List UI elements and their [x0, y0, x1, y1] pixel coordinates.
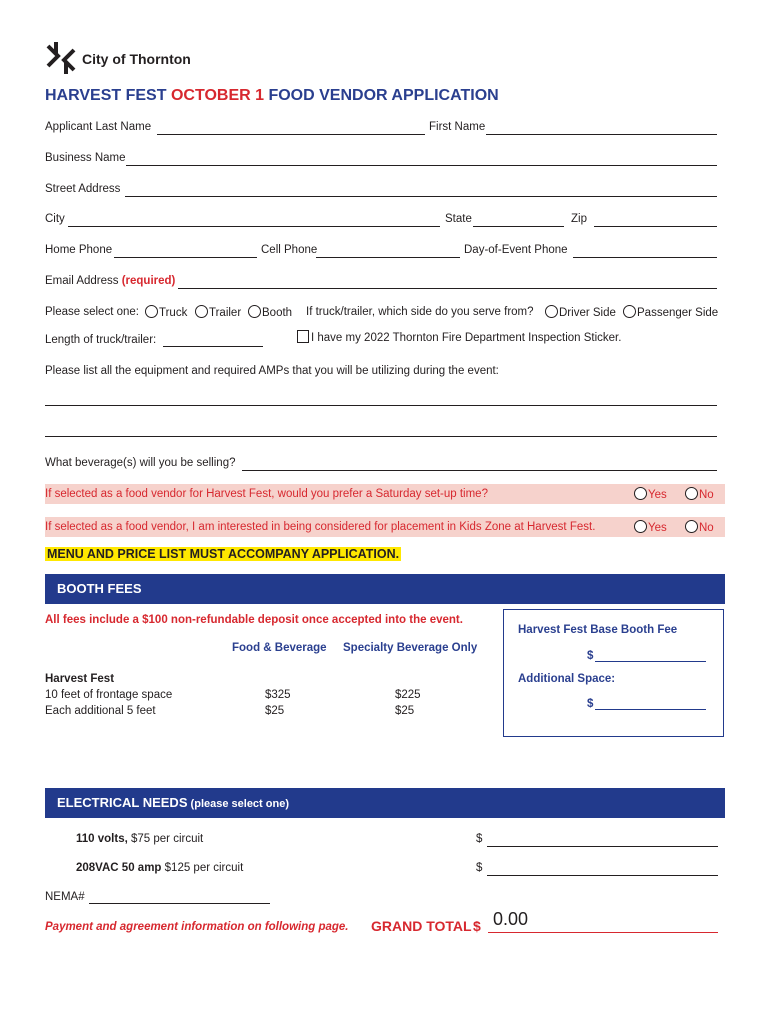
- passenger-side-option[interactable]: [623, 305, 718, 319]
- beverage-label: What beverage(s) will you be selling?: [45, 457, 236, 469]
- additional-fee-dollar: $: [587, 698, 594, 710]
- passenger-side-label: Passenger Side: [637, 307, 719, 319]
- state-field[interactable]: [473, 226, 564, 227]
- cell-phone-field[interactable]: [316, 257, 460, 258]
- booth-fees-band: [45, 574, 725, 604]
- menu-notice: MENU AND PRICE LIST MUST ACCOMPANY APPLICATION.: [47, 547, 400, 561]
- email-required: (required): [121, 275, 176, 287]
- electrical-heading-note: (please select one): [187, 798, 289, 810]
- equipment-prompt: Please list all the equipment and required AMPs that you will be utilizing during the event:: [45, 365, 499, 377]
- booth-option[interactable]: [248, 305, 292, 319]
- first-name-field[interactable]: [486, 134, 717, 135]
- booth-fees-heading: BOOTH FEES: [57, 581, 142, 596]
- sticker-label: I have my 2022 Thornton Fire Department Inspection Sticker.: [311, 332, 622, 344]
- saturday-yes-option[interactable]: [634, 487, 667, 501]
- kids-no-radio[interactable]: [685, 520, 698, 533]
- kids-no-label: No: [699, 522, 714, 534]
- grand-total-label: GRAND TOTAL: [371, 918, 472, 934]
- trailer-radio[interactable]: [195, 305, 208, 318]
- opt-110v-bold: 110 volts,: [76, 833, 128, 845]
- business-name-label: Business Name: [45, 152, 126, 164]
- col-specialty-header: Specialty Beverage Only: [343, 642, 478, 654]
- saturday-yes-label: Yes: [648, 489, 667, 501]
- row1-label: 10 feet of frontage space: [45, 689, 173, 701]
- additional-fee-field[interactable]: [595, 709, 706, 710]
- saturday-no-option[interactable]: [685, 487, 714, 501]
- city-field[interactable]: [68, 226, 440, 227]
- saturday-no-label: No: [699, 489, 714, 501]
- electrical-band: [45, 788, 725, 818]
- driver-side-label: Driver Side: [559, 307, 616, 319]
- equipment-field-1[interactable]: [45, 405, 717, 406]
- street-address-label: Street Address: [45, 183, 121, 195]
- email-field[interactable]: [178, 288, 717, 289]
- row1-specialty: $225: [395, 689, 421, 701]
- page-title: [45, 87, 499, 105]
- title-part1: HARVEST FEST: [45, 87, 171, 104]
- grand-total-field[interactable]: [488, 932, 718, 933]
- sticker-option[interactable]: [297, 330, 621, 344]
- booth-label: Booth: [262, 307, 293, 319]
- nema-label: NEMA#: [45, 891, 85, 903]
- opt-208v: [76, 862, 243, 874]
- row2-label: Each additional 5 feet: [45, 705, 156, 717]
- day-phone-field[interactable]: [573, 257, 717, 258]
- electrical-heading: ELECTRICAL NEEDS: [57, 795, 188, 810]
- last-name-label: Applicant Last Name: [45, 121, 152, 133]
- last-name-field[interactable]: [157, 134, 425, 135]
- passenger-side-radio[interactable]: [623, 305, 636, 318]
- opt-208v-field[interactable]: [487, 875, 718, 876]
- zip-label: Zip: [571, 213, 587, 225]
- title-date: OCTOBER 1: [170, 87, 265, 104]
- opt-110v-field[interactable]: [487, 846, 718, 847]
- base-fee-label: Harvest Fest Base Booth Fee: [518, 624, 678, 636]
- driver-side-option[interactable]: [545, 305, 616, 319]
- base-fee-dollar: $: [587, 650, 594, 662]
- sticker-checkbox[interactable]: [297, 330, 309, 343]
- col-food-header: Food & Beverage: [232, 642, 327, 654]
- opt-208v-dollar: $: [476, 862, 483, 874]
- home-phone-label: Home Phone: [45, 244, 113, 256]
- opt-208v-bold: 208VAC 50 amp: [76, 862, 162, 874]
- kids-yes-option[interactable]: [634, 520, 667, 534]
- saturday-yes-radio[interactable]: [634, 487, 647, 500]
- opt-110v: [76, 833, 203, 845]
- truck-label: Truck: [159, 307, 188, 319]
- saturday-setup-question: If selected as a food vendor for Harvest Fest, would you prefer a Saturday set-up time?: [45, 488, 488, 500]
- row1-food: $325: [265, 689, 291, 701]
- side-prompt: If truck/trailer, which side do you serve from?: [306, 306, 534, 318]
- booth-radio[interactable]: [248, 305, 261, 318]
- kids-zone-question: If selected as a food vendor, I am interested in being considered for placement in Kids Zone at Harvest Fest.: [45, 521, 596, 533]
- equipment-field-2[interactable]: [45, 436, 717, 437]
- state-label: State: [445, 213, 472, 225]
- city-label: City: [45, 213, 65, 225]
- saturday-no-radio[interactable]: [685, 487, 698, 500]
- zip-field[interactable]: [594, 226, 717, 227]
- street-address-field[interactable]: [125, 196, 717, 197]
- truck-radio[interactable]: [145, 305, 158, 318]
- kids-no-option[interactable]: [685, 520, 714, 534]
- email-label: [45, 275, 175, 287]
- trailer-label: Trailer: [209, 307, 242, 319]
- day-phone-label: Day-of-Event Phone: [464, 244, 568, 256]
- length-field[interactable]: [163, 346, 263, 347]
- row2-specialty: $25: [395, 705, 415, 717]
- nema-field[interactable]: [89, 903, 270, 904]
- event-name: Harvest Fest: [45, 673, 115, 685]
- org-name: City of Thornton: [82, 51, 191, 67]
- kids-yes-label: Yes: [648, 522, 667, 534]
- trailer-option[interactable]: [195, 305, 241, 319]
- driver-side-radio[interactable]: [545, 305, 558, 318]
- title-part3: FOOD VENDOR APPLICATION: [264, 87, 499, 104]
- base-fee-field[interactable]: [595, 661, 706, 662]
- opt-208v-rest: $125 per circuit: [161, 862, 244, 874]
- additional-space-label: Additional Space:: [518, 673, 616, 685]
- beverage-field[interactable]: [242, 470, 717, 471]
- payment-note: Payment and agreement information on following page.: [45, 921, 349, 933]
- thornton-logo-icon: [44, 40, 78, 76]
- city-logo: [44, 40, 78, 79]
- first-name-label: First Name: [429, 121, 486, 133]
- email-label-text: Email Address: [45, 275, 122, 287]
- length-label: Length of truck/trailer:: [45, 334, 157, 346]
- opt-110v-rest: $75 per circuit: [127, 833, 204, 845]
- select-prompt: Please select one:: [45, 306, 139, 318]
- grand-total-value[interactable]: 0.00: [493, 909, 529, 929]
- row2-food: $25: [265, 705, 285, 717]
- home-phone-field[interactable]: [114, 257, 257, 258]
- opt-110v-dollar: $: [476, 833, 483, 845]
- truck-option[interactable]: [145, 305, 187, 319]
- cell-phone-label: Cell Phone: [261, 244, 318, 256]
- grand-total-dollar: $: [473, 918, 481, 934]
- business-name-field[interactable]: [126, 165, 717, 166]
- deposit-note: All fees include a $100 non-refundable deposit once accepted into the event.: [45, 614, 463, 626]
- kids-yes-radio[interactable]: [634, 520, 647, 533]
